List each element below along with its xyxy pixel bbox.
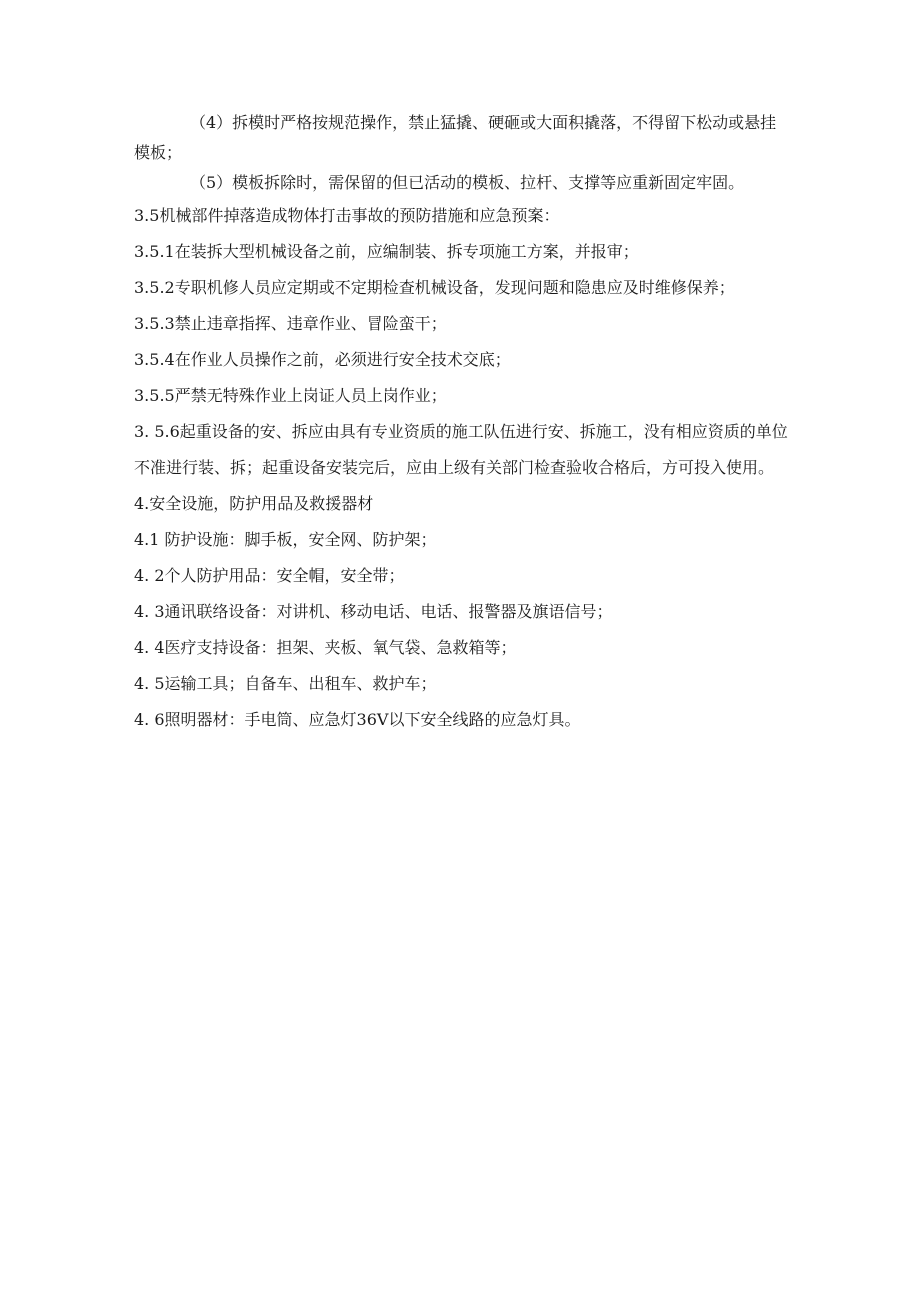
paragraph-formwork-removal-5: （5）模板拆除时，需保留的但已活动的模板、拉杆、支撑等应重新固定牢固。 [190,173,745,192]
paragraph-3-5-6: 3. 5.6起重设备的安、拆应由具有专业资质的施工队伍进行安、拆施工，没有相应资质的单位不准进行装、拆；起重设备安装完后，应由上级有关部门检查验收合格后，方可投入使用。 [134,422,788,477]
section-heading-4: 4.安全设施，防护用品及救援器材 [134,494,374,513]
list-item-4-1: 4.1 防护设施：脚手板，安全网、防护架； [134,530,437,549]
list-item-4-6: 4. 6照明器材：手电筒、应急灯36V以下安全线路的应急灯具。 [134,710,581,729]
paragraph-3-5-2: 3.5.2专职机修人员应定期或不定期检查机械设备，发现问题和隐患应及时维修保养； [134,278,735,297]
list-item-4-5: 4. 5运输工具；自备车、出租车、救护车； [134,674,437,693]
paragraph-3-5-4: 3.5.4在作业人员操作之前，必须进行安全技术交底； [134,350,511,369]
paragraph-3-5-3: 3.5.3禁止违章指挥、违章作业、冒险蛮干； [134,314,447,333]
list-item-4-2: 4. 2个人防护用品：安全帽，安全带； [134,566,405,585]
paragraph-3-5-1: 3.5.1在装拆大型机械设备之前，应编制装、拆专项施工方案，并报审； [134,242,639,261]
list-item-4-3: 4. 3通讯联络设备：对讲机、移动电话、电话、报警器及旗语信号； [134,602,613,621]
paragraph-formwork-removal-4: （4）拆模时严格按规范操作，禁止猛撬、硬砸或大面积撬落，不得留下松动或悬挂模板； [134,113,777,162]
list-item-4-4: 4. 4医疗支持设备：担架、夹板、氧气袋、急救箱等； [134,638,517,657]
paragraph-3-5-5: 3.5.5严禁无特殊作业上岗证人员上岗作业； [134,386,447,405]
document-body [134,108,788,738]
section-heading-3-5: 3.5机械部件掉落造成物体打击事故的预防措施和应急预案： [134,206,560,225]
